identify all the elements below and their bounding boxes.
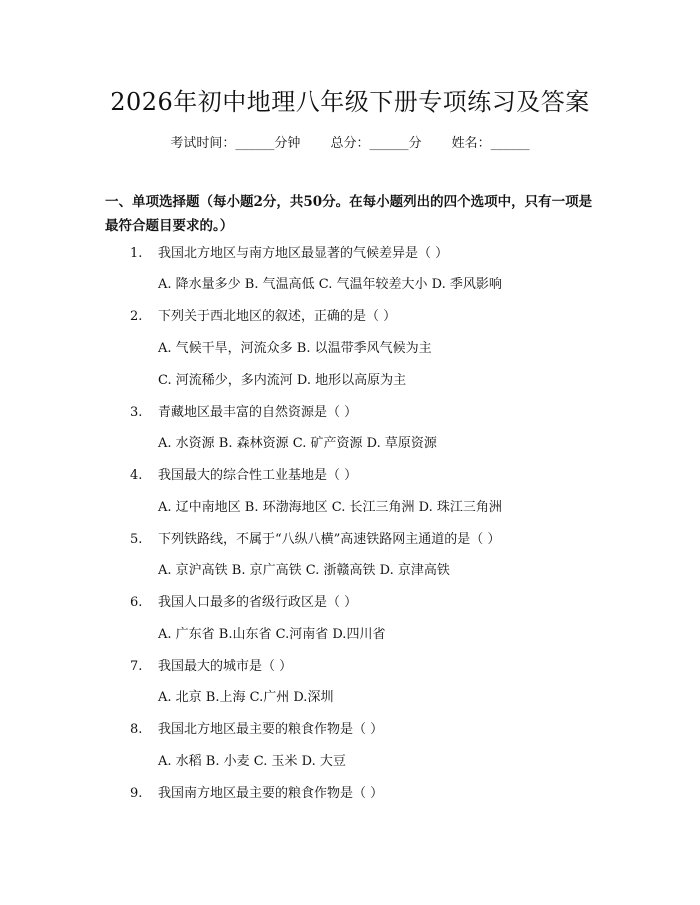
question-number: 7. — [130, 659, 143, 674]
exam-meta — [0, 132, 700, 151]
question-text: 我国人口最多的省级行政区是（ ） — [158, 595, 358, 610]
question-number: 1. — [130, 246, 143, 261]
page-title: 2026年初中地理八年级下册专项练习及答案 — [110, 88, 590, 116]
question-number: 6. — [130, 595, 143, 610]
question-5-options: A. 京沪高铁 B. 京广高铁 C. 浙赣高铁 D. 京津高铁 — [158, 563, 450, 578]
question-7 — [130, 658, 610, 676]
question-4-options: A. 辽中南地区 B. 环渤海地区 C. 长江三角洲 D. 珠江三角洲 — [158, 500, 502, 515]
question-2-options-line-1: A. 气候干旱，河流众多 B. 以温带季风气候为主 — [158, 341, 432, 356]
question-3-options: A. 水资源 B. 森林资源 C. 矿产资源 D. 草原资源 — [158, 436, 437, 451]
section-heading: 一、单项选择题（每小题2分，共50分。在每小题列出的四个选项中，只有一项是最符合题目要求的。） — [105, 194, 593, 234]
question-4 — [130, 467, 610, 485]
question-8 — [130, 721, 610, 739]
question-7-options: A. 北京 B.上海 C.广州 D.深圳 — [158, 690, 334, 705]
question-6 — [130, 594, 610, 612]
question-1 — [130, 245, 610, 263]
question-6-options: A. 广东省 B.山东省 C.河南省 D.四川省 — [158, 627, 386, 642]
question-2 — [130, 308, 610, 326]
question-text: 我国南方地区最主要的粮食作物是（ ） — [158, 786, 384, 801]
question-number: 2. — [130, 309, 143, 324]
exam-time-field: 考试时间：______分钟 — [170, 136, 301, 151]
total-score-field: 总分：______分 — [330, 136, 422, 151]
question-number: 8. — [130, 722, 143, 737]
question-text: 我国最大的综合性工业基地是（ ） — [158, 468, 358, 483]
question-number: 9. — [130, 786, 143, 801]
question-1-options: A. 降水量多少 B. 气温高低 C. 气温年较差大小 D. 季风影响 — [158, 277, 502, 292]
question-3 — [130, 404, 610, 422]
question-text: 青藏地区最丰富的自然资源是（ ） — [158, 405, 358, 420]
question-2-options-line-2: C. 河流稀少，多内流河 D. 地形以高原为主 — [158, 373, 407, 388]
student-name-field: 姓名：______ — [451, 136, 530, 151]
question-text: 我国最大的城市是（ ） — [158, 659, 293, 674]
question-8-options: A. 水稻 B. 小麦 C. 玉米 D. 大豆 — [158, 754, 346, 769]
question-text: 我国北方地区最主要的粮食作物是（ ） — [158, 722, 384, 737]
question-number: 4. — [130, 468, 143, 483]
question-text: 下列铁路线，不属于“八纵八横”高速铁路网主通道的是（ ） — [158, 532, 501, 547]
question-9 — [130, 785, 610, 803]
question-number: 5. — [130, 532, 143, 547]
question-5 — [130, 531, 610, 549]
question-text: 我国北方地区与南方地区最显著的气候差异是（ ） — [158, 246, 449, 261]
question-number: 3. — [130, 405, 143, 420]
question-text: 下列关于西北地区的叙述，正确的是（ ） — [158, 309, 397, 324]
